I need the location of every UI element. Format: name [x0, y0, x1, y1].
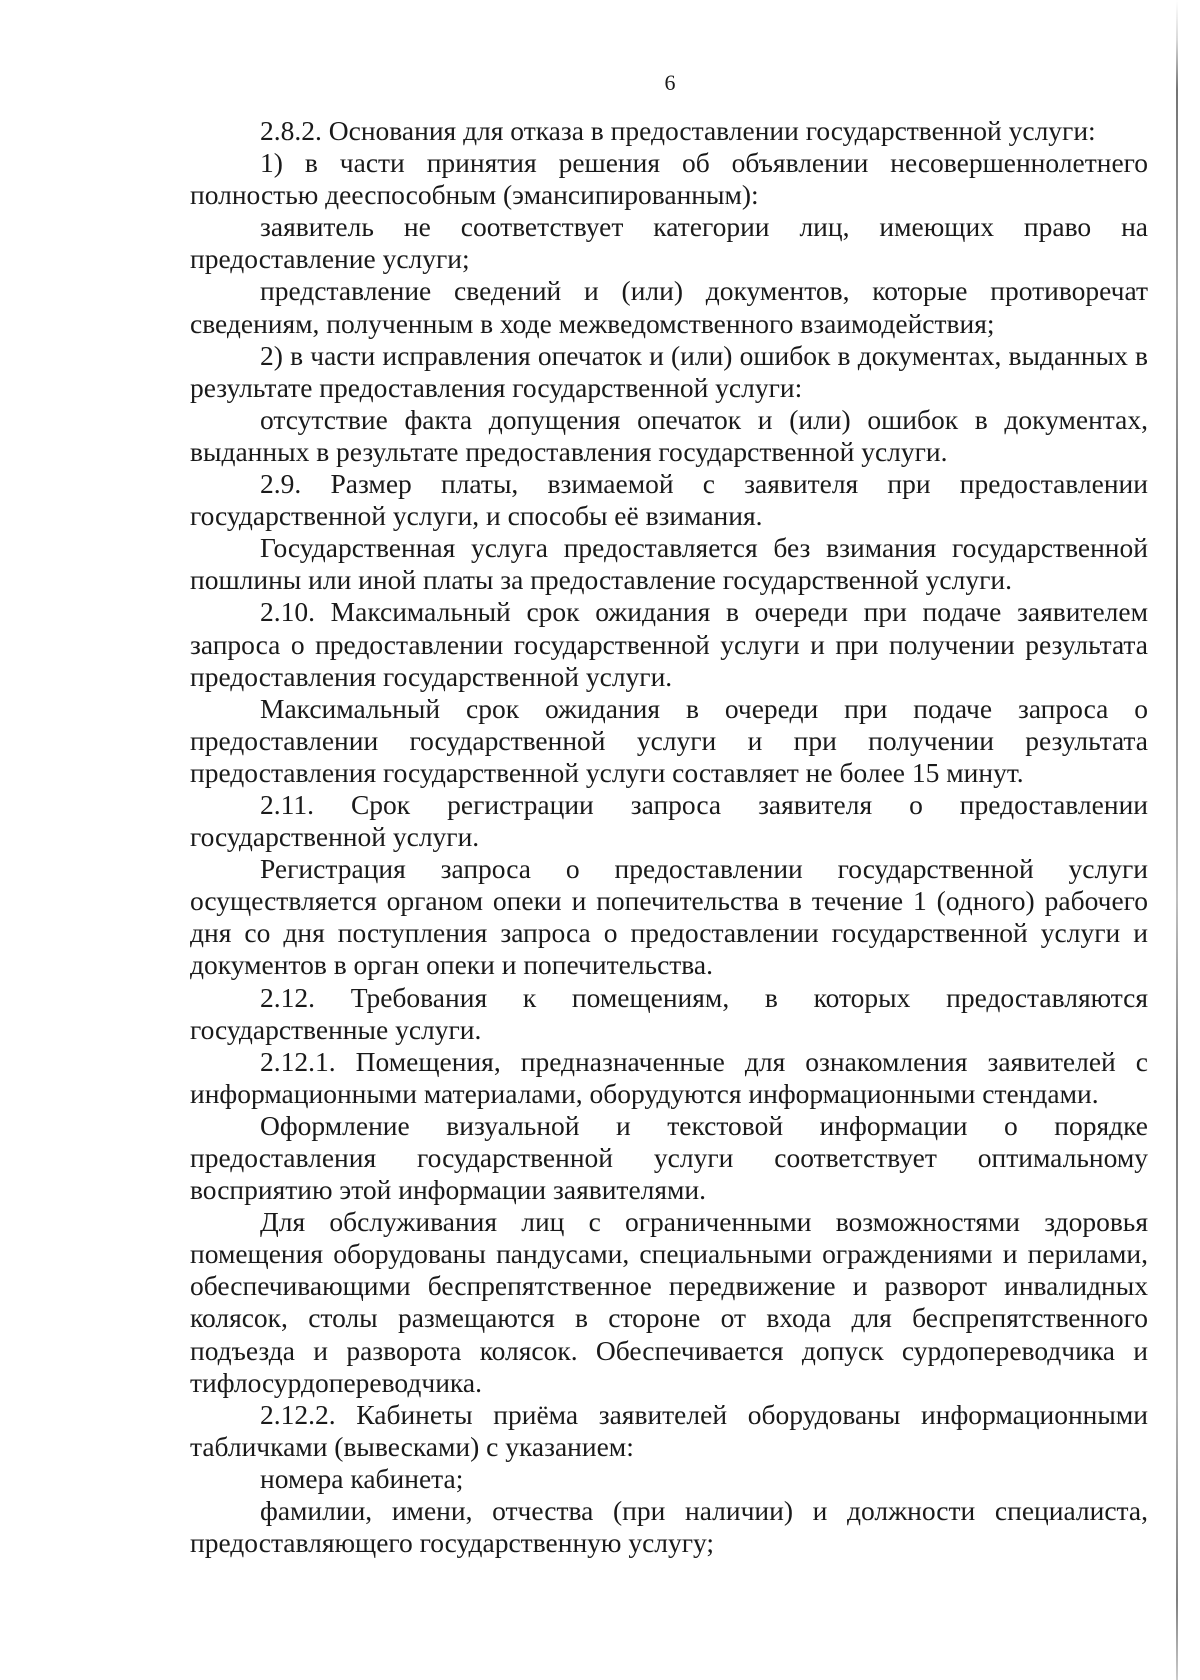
- paragraph-registration: Регистрация запроса о предоставлении государственной услуги осуществляется органом опеки и попечительства в течение 1 (одного) рабочего дня со дня поступления запроса о предоставлении государственной услуги и документов в орган опеки и попечительства.: [190, 853, 1148, 981]
- paragraph-item-1: 1) в части принятия решения об объявлении несовершеннолетнего полностью дееспособным (эмансипированным):: [190, 147, 1148, 211]
- paragraph-2-11: 2.11. Срок регистрации запроса заявителя о предоставлении государственной услуги.: [190, 788, 1148, 853]
- paragraph-2-12: 2.12. Требования к помещениям, в которых предоставляются государственные услуги.: [190, 981, 1148, 1045]
- document-body: [190, 115, 1148, 1559]
- paragraph-2-8-2: 2.8.2. Основания для отказа в предоставлении государственной услуги:: [260, 115, 1096, 146]
- paragraph-visual-info: Оформление визуальной и текстовой информации о порядке предоставления государственной услуги соответствует оптимальному восприятию этой информации заявителями.: [190, 1109, 1148, 1206]
- page-number: 6: [664, 70, 676, 95]
- paragraph-2-10: 2.10. Максимальный срок ожидания в очереди при подаче заявителем запроса о предоставлении государственной услуги и при получении результата предоставления государственной услуги.: [190, 596, 1148, 692]
- paragraph-2-9: 2.9. Размер платы, взимаемой с заявителя при предоставлении государственной услуги, и способы её взимания.: [190, 468, 1148, 532]
- paragraph-wait-time: Максимальный срок ожидания в очереди при подаче запроса о предоставлении государственной услуги и при получении результата предоставления государственной услуги составляет не более 15 минут.: [190, 692, 1148, 788]
- paragraph-item-2: 2) в части исправления опечаток и (или) ошибок в документах, выданных в результате предоставления государственной услуги:: [190, 339, 1148, 403]
- paragraph-contradicting-info: представление сведений и (или) документов, которые противоречат сведениям, полученным в ходе межведомственного взаимодействия;: [190, 275, 1148, 339]
- paragraph-applicant-category: заявитель не соответствует категории лиц, имеющих право на предоставление услуги;: [190, 211, 1148, 275]
- paragraph-specialist-name: фамилии, имени, отчества (при наличии) и должности специалиста, предоставляющего государственную услугу;: [190, 1495, 1148, 1559]
- paragraph-room-number: номера кабинета;: [260, 1462, 464, 1494]
- paragraph-accessibility: Для обслуживания лиц с ограниченными возможностями здоровья помещения оборудованы пандусами, специальными ограждениями и перилами, обеспечивающими беспрепятственное передвижение и разворот инвалидных колясок, столы размещаются в стороне от входа для беспрепятственного подъезда и разворота колясок. Обеспечивается допуск сурдопереводчика и тифлосурдопереводчика.: [190, 1206, 1148, 1398]
- paragraph-no-typos: отсутствие факта допущения опечаток и (или) ошибок в документах, выданных в результате предоставления государственной услуги.: [190, 403, 1148, 467]
- scan-edge-line: [1176, 0, 1178, 1680]
- paragraph-2-12-2: 2.12.2. Кабинеты приёма заявителей оборудованы информационными табличками (вывесками) с указанием:: [190, 1398, 1148, 1462]
- paragraph-no-fee: Государственная услуга предоставляется без взимания государственной пошлины или иной платы за предоставление государственной услуги.: [190, 532, 1148, 596]
- paragraph-2-12-1: 2.12.1. Помещения, предназначенные для ознакомления заявителей с информационными материалами, оборудуются информационными стендами.: [190, 1045, 1148, 1109]
